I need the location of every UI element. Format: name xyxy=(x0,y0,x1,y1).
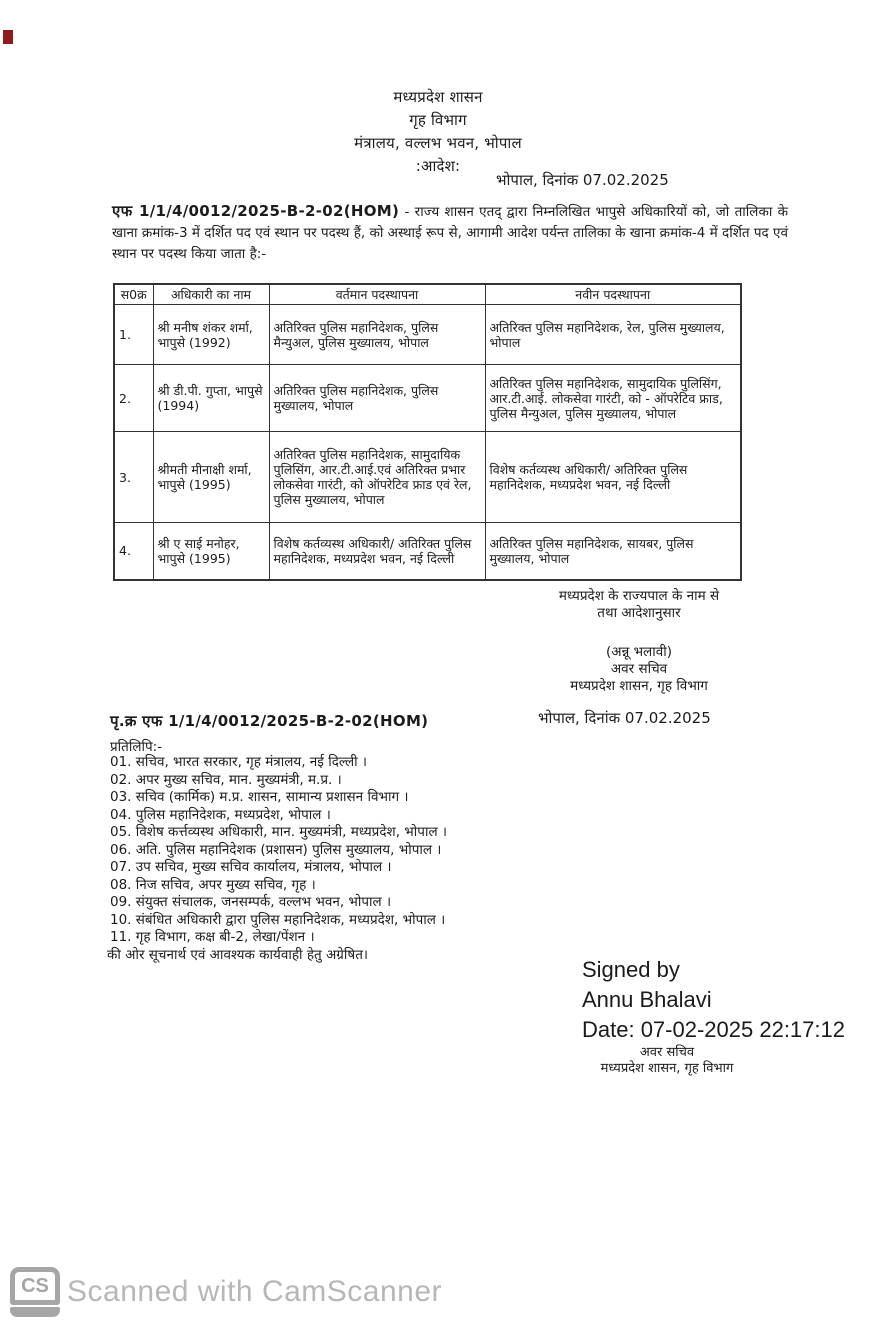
order-paragraph-body: - राज्य शासन एतद् द्वारा निम्नलिखित भापुसे अधिकारियों को, जो तालिका के खाना क्रमांक-3 में दर्शित पद एवं स्थान पर पदस्थ हैं, को अस्थाई रूप से, आगामी आदेश पर्यन्त तालिका के खाना क्रमांक-4 में दर्शित पद एवं स्थान पर पदस्थ किया जाता है:- xyxy=(112,204,788,262)
list-item: 06. अति. पुलिस महानिदेशक (प्रशासन) पुलिस मुख्यालय, भोपाल । xyxy=(110,841,442,858)
scanned-with-camscanner-text: Scanned with CamScanner xyxy=(67,1275,443,1308)
header-order-label: :आदेश: xyxy=(415,157,461,175)
governor-signature-block xyxy=(518,588,760,695)
list-item: 09. संयुक्त संचालक, जनसम्पर्क, वल्लभ भवन, भोपाल । xyxy=(110,894,392,910)
copy-to-label: प्रतिलिपि:- xyxy=(110,739,163,755)
scan-artifact-red-mark xyxy=(3,30,13,44)
header-government: मध्यप्रदेश शासन xyxy=(393,88,483,106)
camscanner-logo-icon xyxy=(10,1267,60,1317)
cell-serial: 1. xyxy=(114,305,153,365)
camscanner-footer xyxy=(0,1257,876,1327)
table-row xyxy=(114,523,741,580)
digital-signature-block xyxy=(582,955,845,1045)
list-item: 07. उप सचिव, मुख्य सचिव कार्यालय, मंत्रालय, भोपाल । xyxy=(110,859,392,875)
cell-officer-name: श्री ए साई मनोहर, भापुसे (1995) xyxy=(153,523,269,580)
list-item: 01. सचिव, भारत सरकार, गृह मंत्रालय, नई दिल्ली । xyxy=(110,754,368,770)
header-department: गृह विभाग xyxy=(409,111,467,129)
cell-serial: 2. xyxy=(114,365,153,432)
digital-signature-date: Date: 07-02-2025 22:17:12 xyxy=(582,1017,845,1042)
list-item: 08. निज सचिव, अपर मुख्य सचिव, गृह । xyxy=(110,876,316,893)
digital-signatory-designation: अवर सचिव xyxy=(639,1045,695,1060)
order-reference-number: एफ 1/1/4/0012/2025-B-2-02(HOM) xyxy=(112,202,400,220)
digital-signatory-name: Annu Bhalavi xyxy=(582,987,712,1012)
cell-new-posting: विशेष कर्तव्यस्थ अधिकारी/ अतिरिक्त पुलिस महानिदेशक, मध्यप्रदेश भवन, नई दिल्ली xyxy=(485,432,741,523)
table-row xyxy=(114,305,741,365)
endorsement-reference-number: पृ.क्र एफ 1/1/4/0012/2025-B-2-02(HOM) xyxy=(110,712,429,730)
endorsement-place-date: भोपाल, दिनांक 07.02.2025 xyxy=(538,709,711,727)
cell-current-posting: अतिरिक्त पुलिस महानिदेशक, सामुदायिक पुलिसिंग, आर.टी.आई.एवं अतिरिक्त प्रभार लोकसेवा गारंटी, को ऑपरेटिव फ्राड एवं रेल, पुलिस मुख्यालय, भोपाल xyxy=(269,432,485,523)
cell-officer-name: श्री डी.पी. गुप्ता, भापुसे (1994) xyxy=(153,365,269,432)
digital-signatory-department: मध्यप्रदेश शासन, गृह विभाग xyxy=(600,1061,734,1076)
header-address: मंत्रालय, वल्लभ भवन, भोपाल xyxy=(354,134,522,152)
forwarding-closing-line: की ओर सूचनार्थ एवं आवश्यक कार्यवाही हेतु अग्रेषित। xyxy=(107,947,369,963)
cell-new-posting: अतिरिक्त पुलिस महानिदेशक, सायबर, पुलिस मुख्यालय, भोपाल xyxy=(485,523,741,580)
document-header xyxy=(0,86,876,178)
digital-signatory-details xyxy=(552,1045,782,1077)
order-place-date: भोपाल, दिनांक 07.02.2025 xyxy=(496,171,669,189)
cell-current-posting: अतिरिक्त पुलिस महानिदेशक, पुलिस मैन्युअल, पुलिस मुख्यालय, भोपाल xyxy=(269,305,485,365)
signatory-department: मध्यप्रदेश शासन, गृह विभाग xyxy=(570,678,708,694)
table-header-row xyxy=(114,284,741,305)
list-item: 04. पुलिस महानिदेशक, मध्यप्रदेश, भोपाल । xyxy=(110,806,331,823)
table-row xyxy=(114,432,741,523)
list-item: 05. विशेष कर्त्तव्यस्थ अधिकारी, मान. मुख्यमंत्री, मध्यप्रदेश, भोपाल । xyxy=(110,824,448,840)
list-item: 03. सचिव (कार्मिक) म.प्र. शासन, सामान्य प्रशासन विभाग । xyxy=(110,789,409,805)
signatory-name: (अन्नू भलावी) xyxy=(606,644,672,660)
cell-serial: 3. xyxy=(114,432,153,523)
signed-by-label: Signed by xyxy=(582,957,680,982)
order-paragraph xyxy=(112,201,788,265)
by-order-line: तथा आदेशानुसार xyxy=(597,605,681,621)
cell-serial: 4. xyxy=(114,523,153,580)
copy-distribution-list xyxy=(110,754,447,947)
signature-gap xyxy=(518,622,760,644)
cs-logo-letters: CS xyxy=(10,1267,60,1305)
col-header-officer-name: अधिकारी का नाम xyxy=(153,284,269,305)
list-item: 02. अपर मुख्य सचिव, मान. मुख्यमंत्री, म.प्र. । xyxy=(110,771,342,788)
col-header-current-posting: वर्तमान पदस्थापना xyxy=(269,284,485,305)
cell-current-posting: अतिरिक्त पुलिस महानिदेशक, पुलिस मुख्यालय, भोपाल xyxy=(269,365,485,432)
table-row xyxy=(114,365,741,432)
cell-new-posting: अतिरिक्त पुलिस महानिदेशक, रेल, पुलिस मुख्यालय, भोपाल xyxy=(485,305,741,365)
col-header-serial: स0क्र xyxy=(114,284,153,305)
signatory-designation: अवर सचिव xyxy=(610,661,668,677)
in-the-name-of-governor: मध्यप्रदेश के राज्यपाल के नाम से xyxy=(558,588,720,604)
col-header-new-posting: नवीन पदस्थापना xyxy=(485,284,741,305)
cell-officer-name: श्रीमती मीनाक्षी शर्मा, भापुसे (1995) xyxy=(153,432,269,523)
cell-officer-name: श्री मनीष शंकर शर्मा, भापुसे (1992) xyxy=(153,305,269,365)
cs-logo-base-bar xyxy=(10,1307,60,1317)
cell-current-posting: विशेष कर्तव्यस्थ अधिकारी/ अतिरिक्त पुलिस महानिदेशक, मध्यप्रदेश भवन, नई दिल्ली xyxy=(269,523,485,580)
list-item: 10. संबंधित अधिकारी द्वारा पुलिस महानिदेशक, मध्यप्रदेश, भोपाल । xyxy=(110,911,446,928)
cell-new-posting: अतिरिक्त पुलिस महानिदेशक, सामुदायिक पुलिसिंग, आर.टी.आई. लोकसेवा गारंटी, को - ऑपरेटिव फ्राड, पुलिस मैन्युअल, पुलिस मुख्यालय, भोपाल xyxy=(485,365,741,432)
transfer-order-table xyxy=(113,283,742,581)
list-item: 11. गृह विभाग, कक्ष बी-2, लेखा/पेंशन । xyxy=(110,929,315,945)
